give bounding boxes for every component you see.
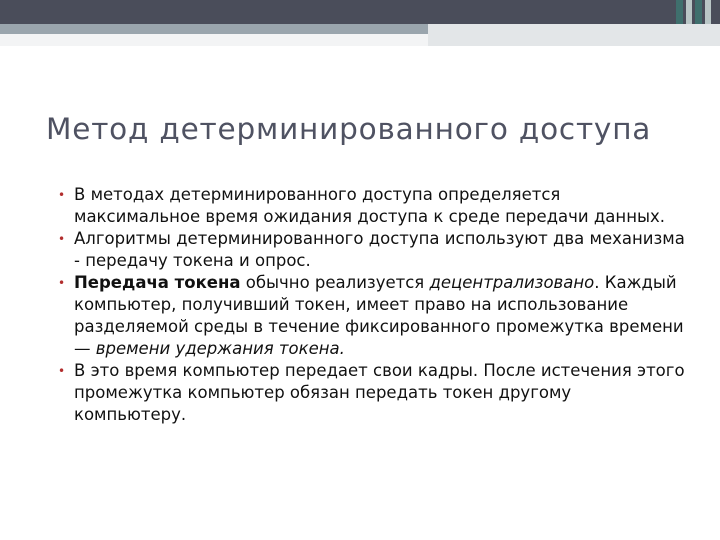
- bullet-text: Алгоритмы детерминированного доступа используют два механизма - передачу токена и опрос.: [74, 229, 685, 270]
- bullet-text: В это время компьютер передает свои кадры. После истечения этого промежутка компьютер обязан передать токен другому компьютеру.: [74, 361, 685, 424]
- bullet-bold-term: Передача токена: [74, 273, 241, 292]
- bullet-italic-term: децентрализовано: [429, 273, 595, 292]
- bullet-text: . Каждый компьютер, получивший токен, имеет право на использование разделяемой среды в течение фиксированного промежутка времени —: [74, 273, 684, 358]
- bullet-text: В методах детерминированного доступа определяется максимальное время ожидания доступа к среде передачи данных.: [74, 185, 666, 226]
- bullet-italic-term: времени удержания токена.: [95, 339, 345, 358]
- bullet-item: [58, 360, 688, 426]
- bullet-text: обычно реализуется: [240, 273, 430, 292]
- slide-title: Метод детерминированного доступа: [46, 112, 652, 146]
- header-subbar: [0, 24, 428, 34]
- bullet-dot: •: [58, 276, 66, 290]
- header-bar: [0, 0, 720, 24]
- header-accent-teal: [695, 0, 702, 24]
- bullet-item: [58, 184, 688, 228]
- bullet-item: [58, 228, 688, 272]
- bullet-dot: •: [58, 188, 66, 202]
- bullet-dot: •: [58, 364, 66, 378]
- bullet-list: [58, 184, 688, 426]
- header-subbar-strip: [0, 34, 428, 46]
- header-accent-teal: [676, 0, 683, 24]
- header-accent-light: [705, 0, 711, 24]
- bullet-item: [58, 272, 688, 360]
- header-accent-light: [686, 0, 692, 24]
- header-subbar-right: [428, 24, 720, 46]
- bullet-dot: •: [58, 232, 66, 246]
